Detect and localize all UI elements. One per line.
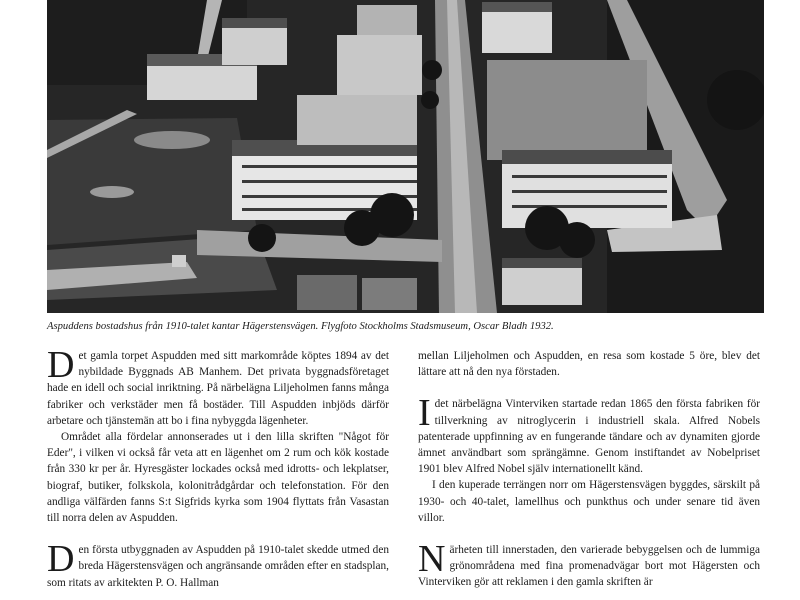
paragraph [418, 392, 760, 477]
text-column-right [418, 348, 760, 591]
paragraph-text: en första utbyggnaden av Aspudden på 1910-talet skedde utmed den breda Hägerstensvägen och angränsande områden efter en stadsplan, som ritats av arkitekten P. O. Hallman [47, 544, 389, 589]
drop-cap: D [47, 538, 75, 581]
paragraph-text: Området alla fördelar annonserades ut i den lilla skriften "Något för Eder", i vilken vi också får veta att en lägenhet om 2 rum och kök kostade från 330 kr per år. Hyresgäster lockades också med idrotts- och lekplatser, biograf, butiker, folkskola, kolonitrådgårdar och telefonstation. För den andliga välfärden fanns S:t Sigfrids kyrka som 1904 flyttats från Vasastan till norra delen av Aspudden. [47, 431, 389, 525]
paragraph [418, 348, 760, 380]
aerial-photo [47, 0, 764, 313]
paragraph-text: mellan Liljeholmen och Aspudden, en resa som kostade 5 öre, blev det lättare att nå den nya förstaden. [418, 350, 760, 379]
paragraph-text: ärheten till innerstaden, den varierade bebyggelsen och de lummiga grönområdena med fina promenadvägar bort mot Hägersten och Vinterviken gör att reklamen i den gamla skriften är [418, 544, 760, 589]
paragraph [418, 477, 760, 526]
paragraph [418, 538, 760, 591]
drop-cap: N [418, 538, 446, 581]
photo-caption: Aspuddens bostadshus från 1910-talet kantar Hägerstensvägen. Flygfoto Stockholms Stadsmuseum, Oscar Bladh 1932. [47, 321, 554, 332]
paragraph [47, 429, 389, 526]
paragraph-text: I den kuperade terrängen norr om Hägerstensvägen byggdes, särskilt på 1930- och 40-talet, lamellhus och punkthus och under senare tid även villor. [418, 479, 760, 524]
drop-cap: D [47, 344, 75, 386]
drop-cap: I [418, 392, 431, 435]
paragraph-text: et gamla torpet Aspudden med sitt markområde köptes 1894 av det nybildade Byggnads AB Manhem. Det privata byggnadsföretaget hade en idell och social inriktning. På närbelägna Liljeholmen fanns många fabriker och verkstäder men få bostäder. Till Aspudden inbjöds därför arbetare och tjänstemän att bo i fina nybyggda lägenheter. [47, 350, 389, 427]
paragraph-text: det närbelägna Vinterviken startade redan 1865 den första fabriken för tillverkning av nitroglycerin i industriell skala. Alfred Nobels patenterade uppfinning av en fungerande tändare och av dynamiten gjorde ämnet användbart som sprängämne. Genom instiftandet av Nobelpriset 1901 blev Alfred Nobel själv internationellt känd. [418, 398, 760, 476]
paragraph [47, 538, 389, 591]
text-column-left [47, 344, 389, 591]
paragraph [47, 344, 389, 429]
aerial-photo-drawing [47, 0, 764, 313]
